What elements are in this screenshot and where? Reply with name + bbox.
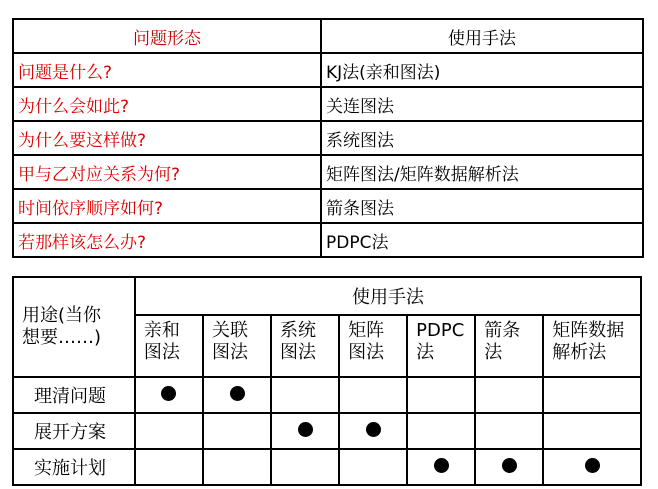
mark-cell (271, 413, 339, 449)
method-name-line1: 亲和 (143, 320, 180, 341)
method-name-line2: 法 (484, 342, 503, 363)
method-name-line1: 系统 (280, 320, 317, 341)
method-cell: PDPC法 (321, 223, 643, 257)
filled-circle-mark (298, 422, 313, 437)
usage-header (13, 277, 135, 377)
method-name-cell (543, 315, 641, 377)
filled-circle-mark (585, 458, 600, 473)
table-row (13, 413, 641, 449)
mark-cell (339, 377, 407, 413)
method-name-line2: 法 (416, 342, 435, 363)
method-name-line2: 图法 (211, 342, 248, 363)
method-cell: 矩阵图法/矩阵数据解析法 (321, 155, 643, 189)
method-name-line1: 箭条 (484, 320, 521, 341)
purpose-cell: 展开方案 (13, 413, 135, 449)
mark-cell (135, 413, 203, 449)
mark-cell (475, 449, 543, 485)
question-cell: 时间依序顺序如何? (13, 189, 321, 223)
table-row (13, 155, 643, 189)
method-cell: 关连图法 (321, 87, 643, 121)
question-cell: 为什么会如此? (13, 87, 321, 121)
mark-cell (407, 449, 475, 485)
table-row (13, 121, 643, 155)
purpose-cell: 实施计划 (13, 449, 135, 485)
method-name-cell (475, 315, 543, 377)
filled-circle-mark (502, 458, 517, 473)
method-name-cell (339, 315, 407, 377)
method-name-line1: 矩阵 (348, 320, 385, 341)
table-row (13, 223, 643, 257)
mark-cell (135, 377, 203, 413)
purpose-cell: 理清问题 (13, 377, 135, 413)
mark-cell (203, 449, 271, 485)
mark-cell (407, 377, 475, 413)
mark-cell (339, 413, 407, 449)
table-row (13, 377, 641, 413)
table-row (13, 53, 643, 87)
method-name-line2: 图法 (143, 342, 180, 363)
mark-cell (475, 377, 543, 413)
method-cell: 系统图法 (321, 121, 643, 155)
matrix-header-row (13, 277, 641, 315)
method-name-line2: 图法 (280, 342, 317, 363)
usage-label-line1: 用途(当你 (22, 305, 102, 326)
methods-header: 使用手法 (135, 277, 641, 315)
mark-cell (339, 449, 407, 485)
table-header-row (13, 19, 643, 53)
method-name-line2: 解析法 (552, 342, 607, 363)
filled-circle-mark (230, 386, 245, 401)
method-name-cell (407, 315, 475, 377)
question-cell: 为什么要这样做? (13, 121, 321, 155)
method-used-header: 使用手法 (321, 19, 643, 53)
mark-cell (407, 413, 475, 449)
method-name-cell (203, 315, 271, 377)
mark-cell (475, 413, 543, 449)
mark-cell (135, 449, 203, 485)
mark-cell (543, 413, 641, 449)
filled-circle-mark (434, 458, 449, 473)
method-name-line1: PDPC (416, 320, 465, 341)
mark-cell (271, 377, 339, 413)
question-cell: 若那样该怎么办? (13, 223, 321, 257)
mark-cell (543, 449, 641, 485)
table-row (13, 449, 641, 485)
method-name-line1: 矩阵数据 (552, 320, 625, 341)
method-cell: KJ法(亲和图法) (321, 53, 643, 87)
method-name-line1: 关联 (211, 320, 248, 341)
method-name-cell (271, 315, 339, 377)
question-cell: 问题是什么? (13, 53, 321, 87)
table-row (13, 87, 643, 121)
filled-circle-mark (366, 422, 381, 437)
usage-label-line2: 想要……) (22, 327, 102, 348)
mark-cell (271, 449, 339, 485)
table-row (13, 189, 643, 223)
problem-method-table (12, 18, 644, 258)
filled-circle-mark (161, 386, 176, 401)
method-name-line2: 图法 (348, 342, 385, 363)
mark-cell (203, 377, 271, 413)
mark-cell (203, 413, 271, 449)
mark-cell (543, 377, 641, 413)
method-cell: 箭条图法 (321, 189, 643, 223)
purpose-method-matrix (12, 276, 642, 486)
question-cell: 甲与乙对应关系为何? (13, 155, 321, 189)
problem-form-header: 问题形态 (13, 19, 321, 53)
method-name-cell (135, 315, 203, 377)
